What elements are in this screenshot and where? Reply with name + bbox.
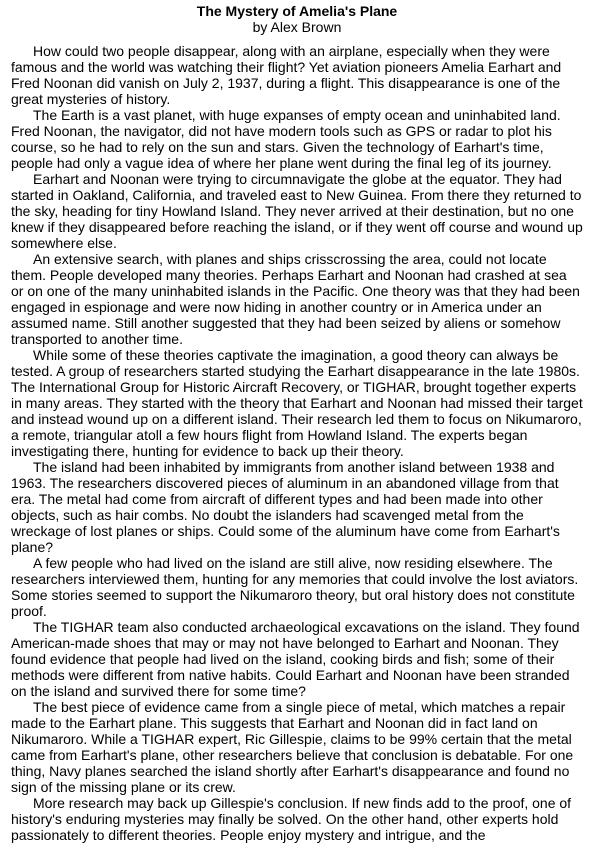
paragraph-3: Earhart and Noonan were trying to circumnavigate the globe at the equator. They had started in Oakland, California, and traveled east to New Guinea. From there they returned to the sky, heading for tiny Howland Island. They never arrived at their destination, but no one knew if they disappeared before reaching the island, or if they went off course and wound up somewhere else. bbox=[11, 171, 583, 251]
paragraph-1: How could two people disappear, along with an airplane, especially when they were famous and the world was watching their flight? Yet aviation pioneers Amelia Earhart and Fred Noonan did vanish on July 2, 1937, during a flight. This disappearance is one of the great mysteries of history. bbox=[11, 43, 562, 107]
paragraph-8: The TIGHAR team also conducted archaeological excavations on the island. They found American-made shoes that may or may not have belonged to Earhart and Noonan. They found evidence that people had lived on the island, cooking birds and fish; some of their methods were different from native habits. Could Earhart and Noonan have been stranded on the island and survived there for some time? bbox=[11, 619, 580, 699]
paragraph-10: More research may back up Gillespie's conclusion. If new finds add to the proof, one of history's enduring mysteries may finally be solved. On the other hand, other experts hold passionately to different theories. People enjoy mystery and intrigue, and the bbox=[11, 795, 572, 843]
paragraph-6: The island had been inhabited by immigrants from another island between 1938 and 1963. The researchers discovered pieces of aluminum in an abandoned village from that era. The metal had come from aircraft of different types and had been made into other objects, such as hair combs. No doubt the islanders had scavenged metal from the wreckage of lost planes or ships. Could some of the aluminum have come from Earhart's plane? bbox=[11, 459, 560, 555]
paragraph-4: An extensive search, with planes and ships crisscrossing the area, could not locate them. People developed many theories. Perhaps Earhart and Noonan had crashed at sea or on one of the many uninhabited islands in the Pacific. One theory was that they had been engaged in espionage and were now hiding in another country or in America under an assumed name. Still another suggested that they had been seized by aliens or somehow transported to another time. bbox=[11, 251, 580, 347]
article-body bbox=[11, 43, 583, 843]
paragraph-2: The Earth is a vast planet, with huge expanses of empty ocean and uninhabited land. Fred Noonan, the navigator, did not have modern tools such as GPS or radar to plot his course, so he had to rely on the sun and stars. Given the technology of Earhart's time, people had only a vague idea of where her plane went during the final leg of its journey. bbox=[11, 107, 561, 171]
paragraph-5: While some of these theories captivate the imagination, a good theory can always be tested. A group of researchers started studying the Earhart disappearance in the late 1980s. The International Group for Historic Aircraft Recovery, or TIGHAR, brought together experts in many areas. They started with the theory that Earhart and Noonan had missed their target and instead wound up on a different island. Their research led them to focus on Nikumaroro, a remote, triangular atoll a few hours flight from Howland Island. The experts began investigating there, hunting for evidence to back up their theory. bbox=[11, 347, 583, 459]
document-title: The Mystery of Amelia's Plane bbox=[196, 3, 398, 19]
paragraph-9: The best piece of evidence came from a single piece of metal, which matches a repair made to the Earhart plane. This suggests that Earhart and Noonan did in fact land on Nikumaroro. While a TIGHAR expert, Ric Gillespie, claims to be 99% certain that the metal came from Earhart's plane, other researchers believe that conclusion is debatable. For one thing, Navy planes searched the island shortly after Earhart's disappearance and found no sign of the missing plane or its crew. bbox=[11, 699, 574, 795]
paragraph-7: A few people who had lived on the island are still alive, now residing elsewhere. The researchers interviewed them, hunting for any memories that could involve the lost aviators. Some stories seemed to support the Nikumaroro theory, but oral history does not constitute proof. bbox=[11, 555, 579, 619]
document-byline: by Alex Brown bbox=[252, 19, 342, 35]
